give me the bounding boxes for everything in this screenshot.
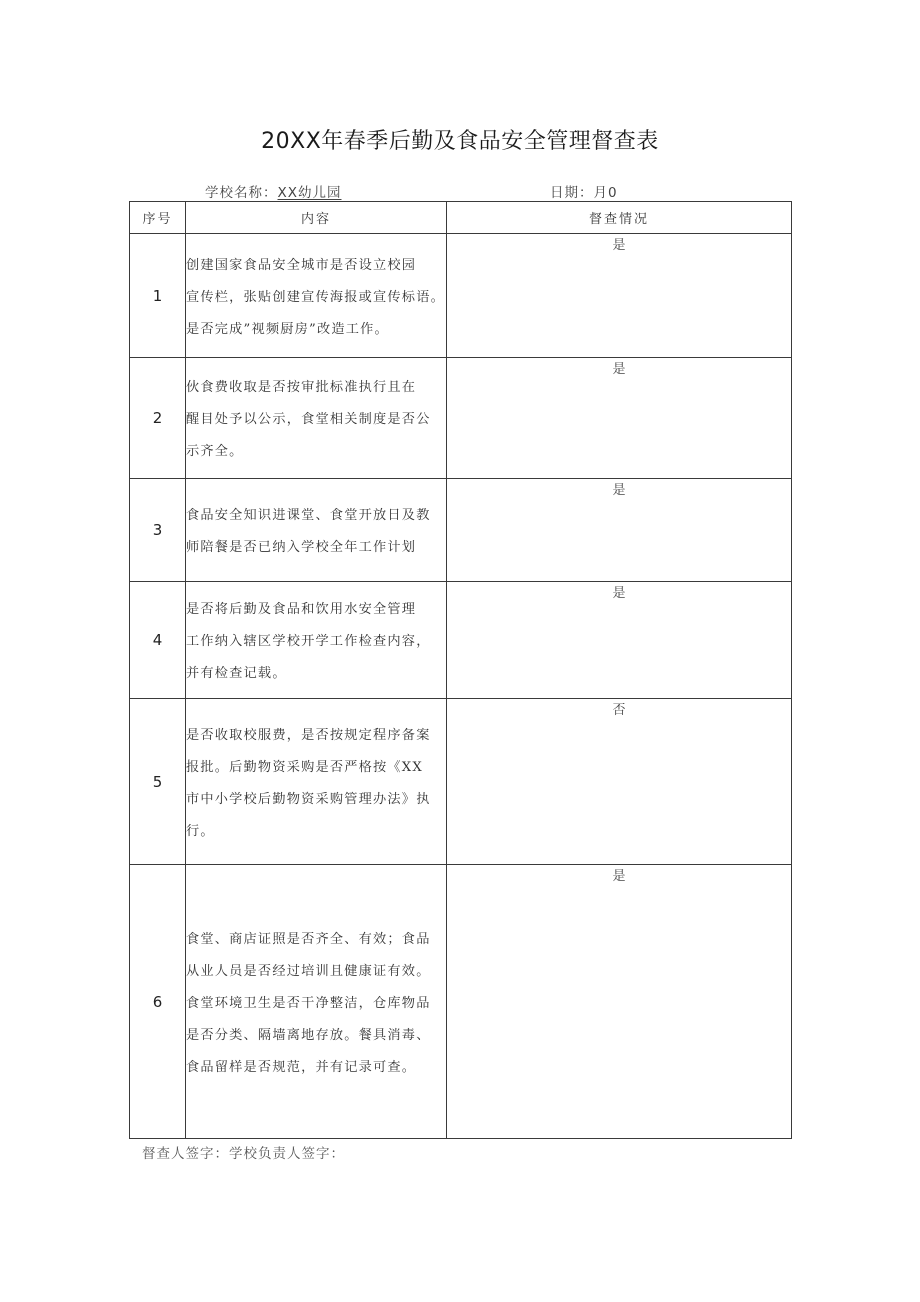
row-content-text: 是否收取校服费，是否按规定程序备案 报批。后勤物资采购是否严格按《XX 市中小学校后勤物资采购管理办法》执 行。 xyxy=(186,727,431,839)
row-content xyxy=(186,699,447,865)
row-number: 4 xyxy=(130,582,186,699)
row-content-text: 创建国家食品安全城市是否设立校园 宣传栏，张贴创建宣传海报或宣传标语。 是否完成”视频厨房”改造工作。 xyxy=(186,257,445,337)
row-status: 是 xyxy=(447,582,792,699)
school-name-value: XX幼儿园 xyxy=(277,185,342,201)
row-number: 6 xyxy=(130,865,186,1139)
row-content-text: 伙食费收取是否按审批标准执行且在 醒目处予以公示，食堂相关制度是否公 示齐全。 xyxy=(186,380,431,459)
row-content-text: 食品安全知识进课堂、食堂开放日及教 师陪餐是否已纳入学校全年工作计划 xyxy=(186,508,431,555)
header-inspection-status: 督查情况 xyxy=(447,202,792,234)
table-row xyxy=(130,234,792,358)
row-number: 2 xyxy=(130,358,186,479)
row-content xyxy=(186,582,447,699)
row-status: 是 xyxy=(447,358,792,479)
date-value: 月0 xyxy=(593,185,618,201)
table-row xyxy=(130,479,792,582)
row-content xyxy=(186,865,447,1139)
table-header-row xyxy=(130,202,792,234)
row-status: 否 xyxy=(447,699,792,865)
row-content xyxy=(186,358,447,479)
table-row xyxy=(130,865,792,1139)
date-label: 日期： xyxy=(550,185,594,201)
row-content xyxy=(186,479,447,582)
row-status: 是 xyxy=(447,865,792,1139)
school-name-label: 学校名称： xyxy=(205,185,278,201)
table-row xyxy=(130,699,792,865)
row-number: 3 xyxy=(130,479,186,582)
inspection-table xyxy=(129,201,792,1139)
row-content-text: 是否将后勤及食品和饮用水安全管理 工作纳入辖区学校开学工作检查内容， 并有检查记载。 xyxy=(186,602,431,681)
row-content xyxy=(186,234,447,358)
row-status: 是 xyxy=(447,479,792,582)
table-row xyxy=(130,358,792,479)
document-title: 20XX年春季后勤及食品安全管理督查表 xyxy=(261,129,659,154)
signature-line: 督查人签字：学校负责人签字： xyxy=(142,1146,345,1162)
row-status: 是 xyxy=(447,234,792,358)
row-content-text: 食堂、商店证照是否齐全、有效；食品 从业人员是否经过培训且健康证有效。 食堂环境卫生是否干净整洁，仓库物品 是否分类、隔墙离地存放。餐具消毒、 食品留样是否规范，并有记录可查。 xyxy=(186,931,431,1075)
header-content: 内容 xyxy=(186,202,447,234)
row-number: 5 xyxy=(130,699,186,865)
row-number: 1 xyxy=(130,234,186,358)
header-serial-number: 序号 xyxy=(130,202,186,234)
date-line xyxy=(550,181,618,201)
table-row xyxy=(130,582,792,699)
school-name-line xyxy=(205,181,342,201)
